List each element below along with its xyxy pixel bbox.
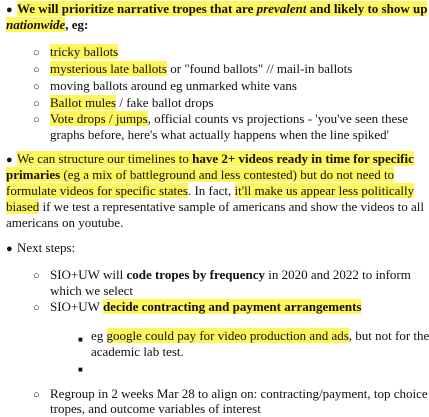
circle-bullet-icon: ○ [33,302,40,314]
paragraph-line: americans on youtube. [6,215,124,230]
next-steps-heading: Next steps: [17,240,76,255]
circle-bullet-icon: ○ [33,114,40,126]
highlighted-bold-text: decide contracting and payment arrangements [102,299,362,314]
bullet-icon: ● [6,4,13,16]
plain-text: . In fact, [187,183,235,198]
list-item [50,95,214,111]
highlighted-text: formulate videos for specific states [6,183,188,198]
square-bullet-icon: ■ [78,335,83,344]
item-text: , official counts vs projections - 'you've seen these [147,111,409,126]
paragraph-line [6,183,414,199]
bullet-icon: ● [6,154,13,166]
highlighted-bold-text: We will prioritize narrative tropes that are [17,1,257,16]
highlighted-bold-text: have 2+ videos ready in time for specific [192,151,414,166]
list-item [50,299,361,315]
highlighted-text: mysterious late ballots [50,61,167,76]
emphasis-text: nationwide [6,17,66,32]
list-item [50,267,411,283]
list-item-continuation: graphs before, here's what actually happens when the line spiked' [50,127,389,142]
highlighted-bold-text: and likely to show up [306,1,428,16]
highlighted-text: it'll make us appear less politically [234,183,415,198]
highlighted-text: Ballot mules [50,95,117,110]
plain-text: SIO+UW [50,299,103,314]
circle-bullet-icon: ○ [33,389,40,401]
list-item [50,111,408,127]
highlighted-bold-text: primaries [6,167,61,182]
plain-text: if we test a representative sample of americans and show the videos to all [39,199,425,214]
circle-bullet-icon: ○ [33,64,40,76]
paragraph-line [17,151,414,167]
highlighted-text: We can structure our timelines to [17,151,193,166]
plain-text: in 2020 and 2022 to inform [264,267,411,282]
paragraph-line [6,167,394,183]
highlighted-text: (eg a mix of battleground and less contested) but do not need to [60,167,395,182]
bold-text: code tropes by frequency [126,267,265,282]
list-item [50,44,118,60]
paragraph-line [6,17,88,33]
list-item [50,78,297,94]
item-text: or "found ballots" // mail-in ballots [166,61,353,76]
paragraph-line [17,1,427,17]
item-text: / fake ballot drops [116,95,214,110]
paragraph-line [6,199,424,215]
list-item-continuation: tropes, and outcome variables of interest [50,401,261,416]
square-bullet-icon: ■ [78,365,83,374]
circle-bullet-icon: ○ [33,47,40,59]
plain-text: , but not for the [348,328,429,343]
list-item [50,61,352,77]
plain-text: SIO+UW will [50,267,127,282]
sub-list-item [91,328,429,344]
circle-bullet-icon: ○ [33,270,40,282]
highlighted-text: tricky ballots [50,44,119,59]
highlighted-text: biased [6,199,40,214]
highlighted-text: Vote drops / jumps [50,111,148,126]
item-text: moving ballots around eg unmarked white vans [50,78,297,93]
bold-text: , eg: [65,17,89,32]
sub-list-item-continuation: academic lab test. [91,344,184,359]
bullet-icon: ● [6,243,13,255]
list-item: Regroup in 2 weeks Mar 28 to align on: contracting/payment, top choice [50,386,428,401]
emphasis-text: prevalent [256,1,307,16]
circle-bullet-icon: ○ [33,98,40,110]
list-item-continuation: which we select [50,283,134,298]
highlighted-text: google could pay for video production and ads [106,328,349,343]
circle-bullet-icon: ○ [33,81,40,93]
plain-text: eg [91,328,107,343]
